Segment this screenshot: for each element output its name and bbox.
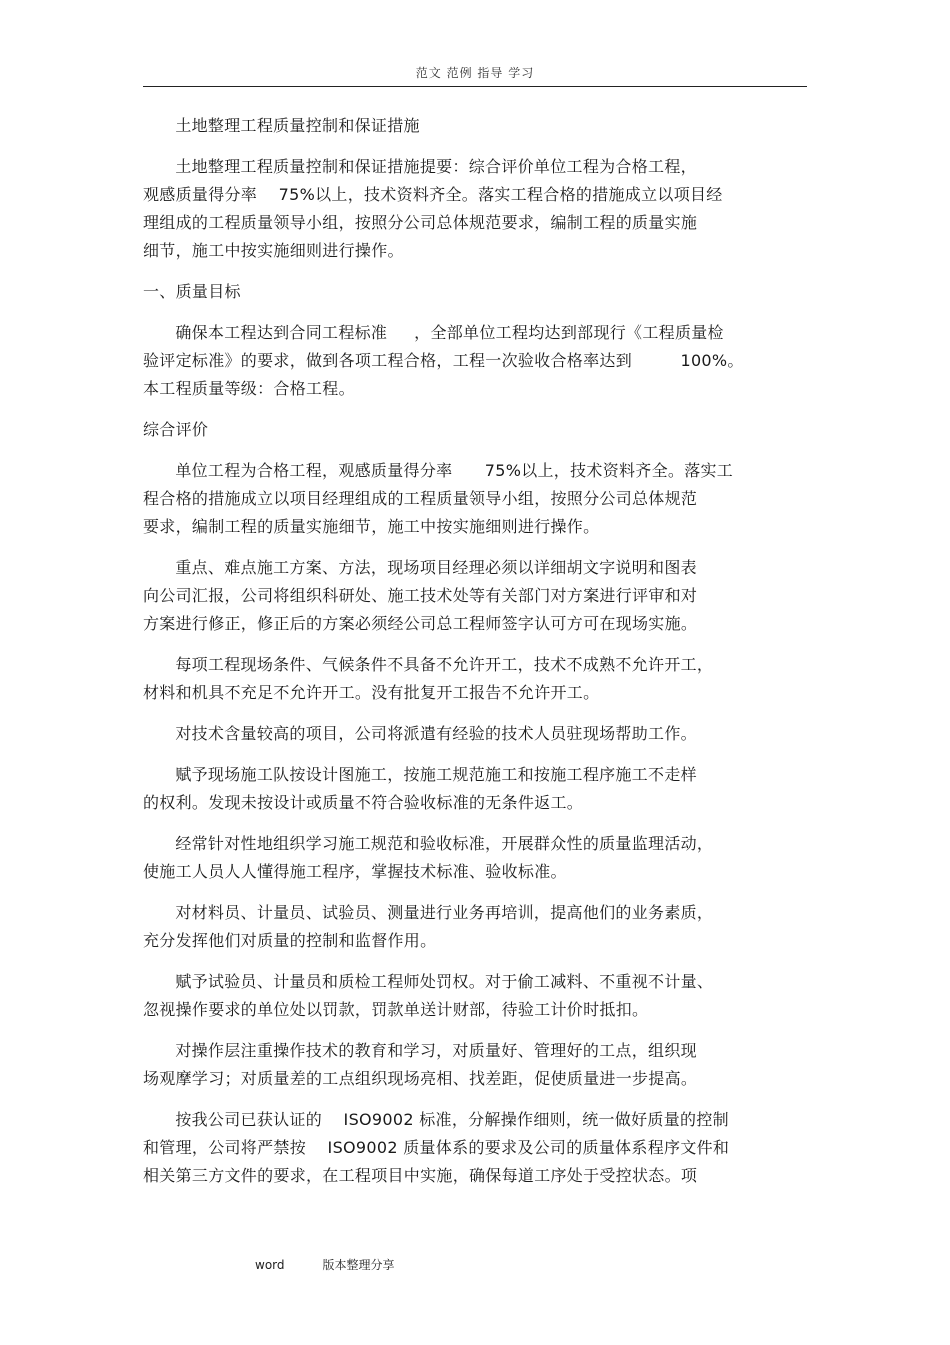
paragraph	[143, 1106, 788, 1190]
page-footer	[255, 1256, 395, 1273]
paragraph	[143, 153, 788, 265]
text-line: 重点、难点施工方案、方法，现场项目经理必须以详细胡文字说明和图表	[143, 558, 697, 577]
text-line: 的权利。发现未按设计或质量不符合验收标准的无条件返工。	[143, 793, 584, 812]
document-body	[143, 112, 788, 1203]
text-line: 相关第三方文件的要求，在工程项目中实施，确保每道工序处于受控状态。项	[143, 1166, 698, 1185]
text-line: 经常针对性地组织学习施工规范和验收标准，开展群众性的质量监理活动，	[143, 834, 714, 853]
text-line: 细节，施工中按实施细则进行操作。	[143, 241, 404, 260]
text-line: 理组成的工程质量领导小组，按照分公司总体规范要求，编制工程的质量实施	[143, 213, 698, 232]
text-line: 使施工人员人人懂得施工程序，掌握技术标准、验收标准。	[143, 862, 567, 881]
text-line: 对材料员、计量员、试验员、测量进行业务再培训，提高他们的业务素质，	[143, 903, 714, 922]
paragraph	[143, 651, 788, 707]
text-line: 确保本工程达到合同工程标准 ，全部单位工程均达到部现行《工程质量检	[143, 323, 724, 342]
text-line: 赋予现场施工队按设计图施工，按施工规范施工和按施工程序施工不走样	[143, 765, 697, 784]
paragraph	[143, 1037, 788, 1093]
paragraph	[143, 457, 788, 541]
text-line: 验评定标准》的要求，做到各项工程合格，工程一次验收合格率达到 100%。	[143, 351, 744, 370]
paragraph	[143, 319, 788, 403]
text-line: 对操作层注重操作技术的教育和学习，对质量好、管理好的工点，组织现	[143, 1041, 697, 1060]
paragraph	[143, 112, 788, 140]
text-line: 一、质量目标	[143, 282, 241, 301]
text-line: 土地整理工程质量控制和保证措施	[143, 116, 420, 135]
footer-word: word	[255, 1258, 285, 1272]
text-line: 本工程质量等级：合格工程。	[143, 379, 355, 398]
text-line: 观感质量得分率 75%以上，技术资料齐全。落实工程合格的措施成立以项目经	[143, 185, 723, 204]
text-line: 和管理，公司将严禁按 ISO9002 质量体系的要求及公司的质量体系程序文件和	[143, 1138, 730, 1157]
text-line: 忽视操作要求的单位处以罚款，罚款单送计财部，待验工计价时抵扣。	[143, 1000, 649, 1019]
paragraph	[143, 830, 788, 886]
text-line: 方案进行修正，修正后的方案必须经公司总工程师签字认可方可在现场实施。	[143, 614, 698, 633]
text-line: 材料和机具不充足不允许开工。没有批复开工报告不允许开工。	[143, 683, 600, 702]
text-line: 单位工程为合格工程，观感质量得分率 75%以上，技术资料齐全。落实工	[143, 461, 734, 480]
text-line: 充分发挥他们对质量的控制和监督作用。	[143, 931, 437, 950]
text-line: 按我公司已获认证的 ISO9002 标准，分解操作细则，统一做好质量的控制	[143, 1110, 729, 1129]
footer-text: 版本整理分享	[322, 1258, 395, 1272]
text-line: 场观摩学习；对质量差的工点组织现场亮相、找差距，促使质量进一步提高。	[143, 1069, 698, 1088]
paragraph	[143, 720, 788, 748]
page-header	[143, 58, 807, 87]
text-line: 每项工程现场条件、气候条件不具备不允许开工，技术不成熟不允许开工，	[143, 655, 714, 674]
text-line: 要求，编制工程的质量实施细节，施工中按实施细则进行操作。	[143, 517, 600, 536]
text-line: 土地整理工程质量控制和保证措施提要：综合评价单位工程为合格工程，	[143, 157, 697, 176]
text-line: 赋予试验员、计量员和质检工程师处罚权。对于偷工减料、不重视不计量、	[143, 972, 714, 991]
paragraph	[143, 278, 788, 306]
text-line: 向公司汇报，公司将组织科研处、施工技术处等有关部门对方案进行评审和对	[143, 586, 698, 605]
paragraph	[143, 416, 788, 444]
paragraph	[143, 761, 788, 817]
paragraph	[143, 554, 788, 638]
text-line: 程合格的措施成立以项目经理组成的工程质量领导小组，按照分公司总体规范	[143, 489, 698, 508]
paragraph	[143, 968, 788, 1024]
header-text: 范文 范例 指导 学习	[415, 66, 535, 80]
paragraph	[143, 899, 788, 955]
text-line: 对技术含量较高的项目，公司将派遣有经验的技术人员驻现场帮助工作。	[143, 724, 697, 743]
text-line: 综合评价	[143, 420, 209, 439]
